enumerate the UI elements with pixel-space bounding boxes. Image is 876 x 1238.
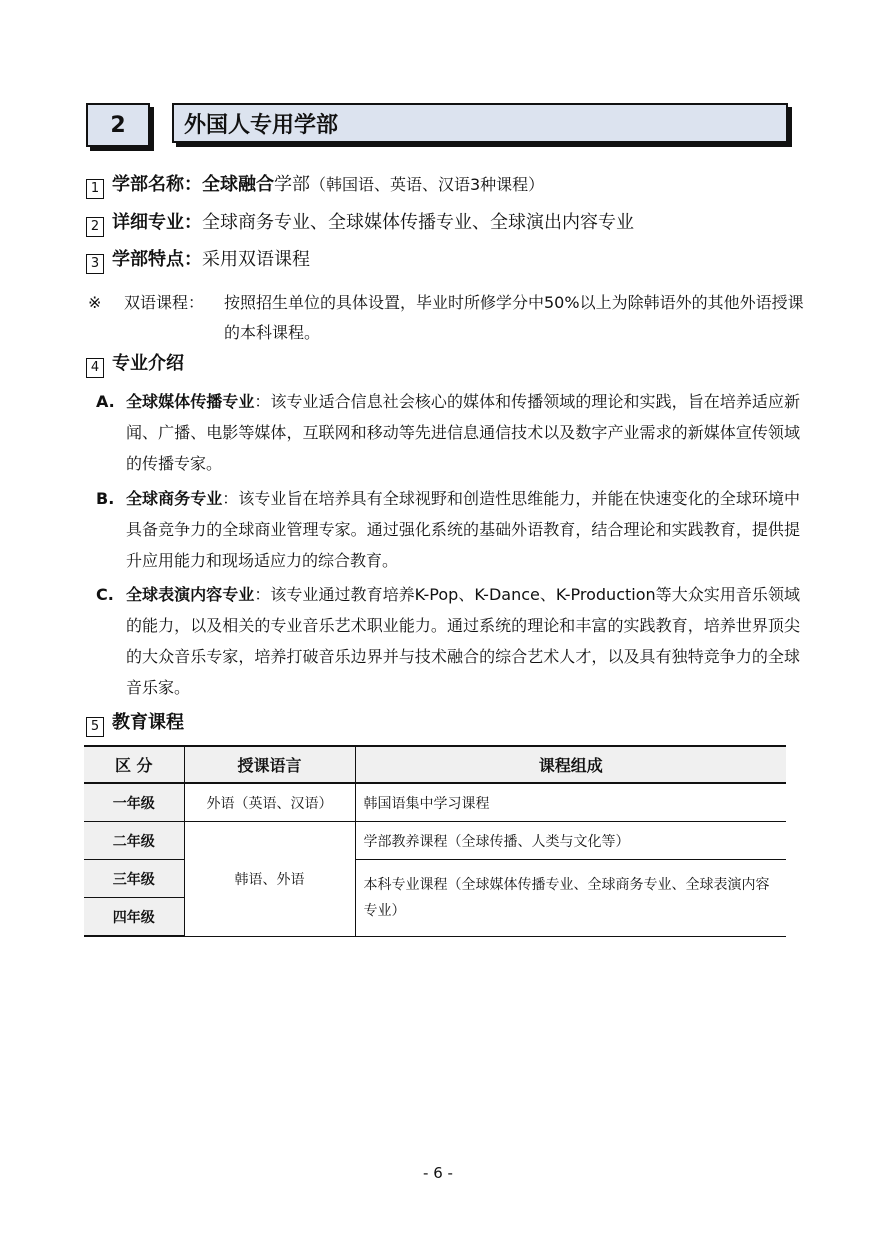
note-label: 双语课程： xyxy=(124,293,205,312)
item-number-box: 3 xyxy=(86,254,104,274)
grade-cell: 三年级 xyxy=(84,860,184,898)
grade-cell: 四年级 xyxy=(84,898,184,937)
item-features xyxy=(86,248,310,274)
item-extra: （韩国语、英语、汉语3种课程） xyxy=(310,175,545,194)
item-number-box: 5 xyxy=(86,717,104,737)
major-desc: ：该专业通过教育培养K-Pop、K-Dance、K-Production等大众实用音乐领域的能力，以及相关的专业音乐艺术职业能力。通过系统的理论和丰富的实践教育，培养世界顶尖的大众音乐专家，培养打破音乐边界并与技术融合的综合艺术人才，以及具有独特竞争力的全球音乐家。 xyxy=(126,585,800,697)
section-title-box xyxy=(172,103,788,143)
item-department-name xyxy=(86,173,544,199)
majors-heading xyxy=(86,352,184,378)
page-number: - 6 - xyxy=(423,1164,453,1182)
major-desc: ：该专业旨在培养具有全球视野和创造性思维能力，并能在快速变化的全球环境中具备竞争力的全球商业管理专家。通过强化系统的基础外语教育，结合理论和实践教育，提供提升应用能力和现场适应力的综合教育。 xyxy=(126,489,800,570)
section-number: 2 xyxy=(110,112,126,138)
column-header: 课程组成 xyxy=(355,746,786,783)
section-title: 外国人专用学部 xyxy=(184,112,339,138)
item-value: 全球商务专业、全球媒体传播专业、全球演出内容专业 xyxy=(202,212,634,233)
language-cell: 韩语、外语 xyxy=(184,822,355,937)
item-number-box: 2 xyxy=(86,217,104,237)
course-cell: 学部教养课程（全球传播、人类与文化等） xyxy=(355,822,786,860)
curriculum-table xyxy=(84,745,786,937)
section-number-box xyxy=(86,103,150,147)
major-name: 全球表演内容专业 xyxy=(126,585,255,604)
curriculum-heading xyxy=(86,711,184,737)
item-bold-value: 全球融合 xyxy=(202,174,274,195)
major-letter: B. xyxy=(96,489,115,508)
major-b xyxy=(96,483,800,576)
course-cell: 韩国语集中学习课程 xyxy=(355,783,786,822)
item-label: 详细专业： xyxy=(112,212,202,233)
item-value: 学部 xyxy=(274,174,310,195)
table-header-row xyxy=(84,746,786,783)
grade-cell: 一年级 xyxy=(84,783,184,822)
table-row xyxy=(84,822,786,860)
bilingual-note xyxy=(88,288,804,350)
language-cell: 外语（英语、汉语） xyxy=(184,783,355,822)
note-mark: ※ xyxy=(88,293,102,312)
course-cell: 本科专业课程（全球媒体传播专业、全球商务专业、全球表演内容专业） xyxy=(355,860,786,937)
grade-cell: 二年级 xyxy=(84,822,184,860)
item-number-box: 1 xyxy=(86,179,104,199)
table-row xyxy=(84,783,786,822)
major-letter: C. xyxy=(96,585,114,604)
major-name: 全球商务专业 xyxy=(126,489,223,508)
item-detailed-majors xyxy=(86,211,634,237)
column-header: 区 分 xyxy=(84,746,184,783)
major-c xyxy=(96,579,800,703)
heading-text: 教育课程 xyxy=(112,712,184,733)
major-name: 全球媒体传播专业 xyxy=(126,392,255,411)
item-label: 学部特点： xyxy=(112,249,202,270)
item-value: 采用双语课程 xyxy=(202,249,310,270)
item-label: 学部名称： xyxy=(112,174,202,195)
major-a xyxy=(96,386,800,479)
major-desc: ：该专业适合信息社会核心的媒体和传播领域的理论和实践，旨在培养适应新闻、广播、电影等媒体，互联网和移动等先进信息通信技术以及数字产业需求的新媒体宣传领域的传播专家。 xyxy=(126,392,800,473)
column-header: 授课语言 xyxy=(184,746,355,783)
note-text: 按照招生单位的具体设置，毕业时所修学分中50%以上为除韩语外的其他外语授课的本科课程。 xyxy=(224,293,804,342)
item-number-box: 4 xyxy=(86,358,104,378)
major-letter: A. xyxy=(96,392,115,411)
heading-text: 专业介绍 xyxy=(112,353,184,374)
